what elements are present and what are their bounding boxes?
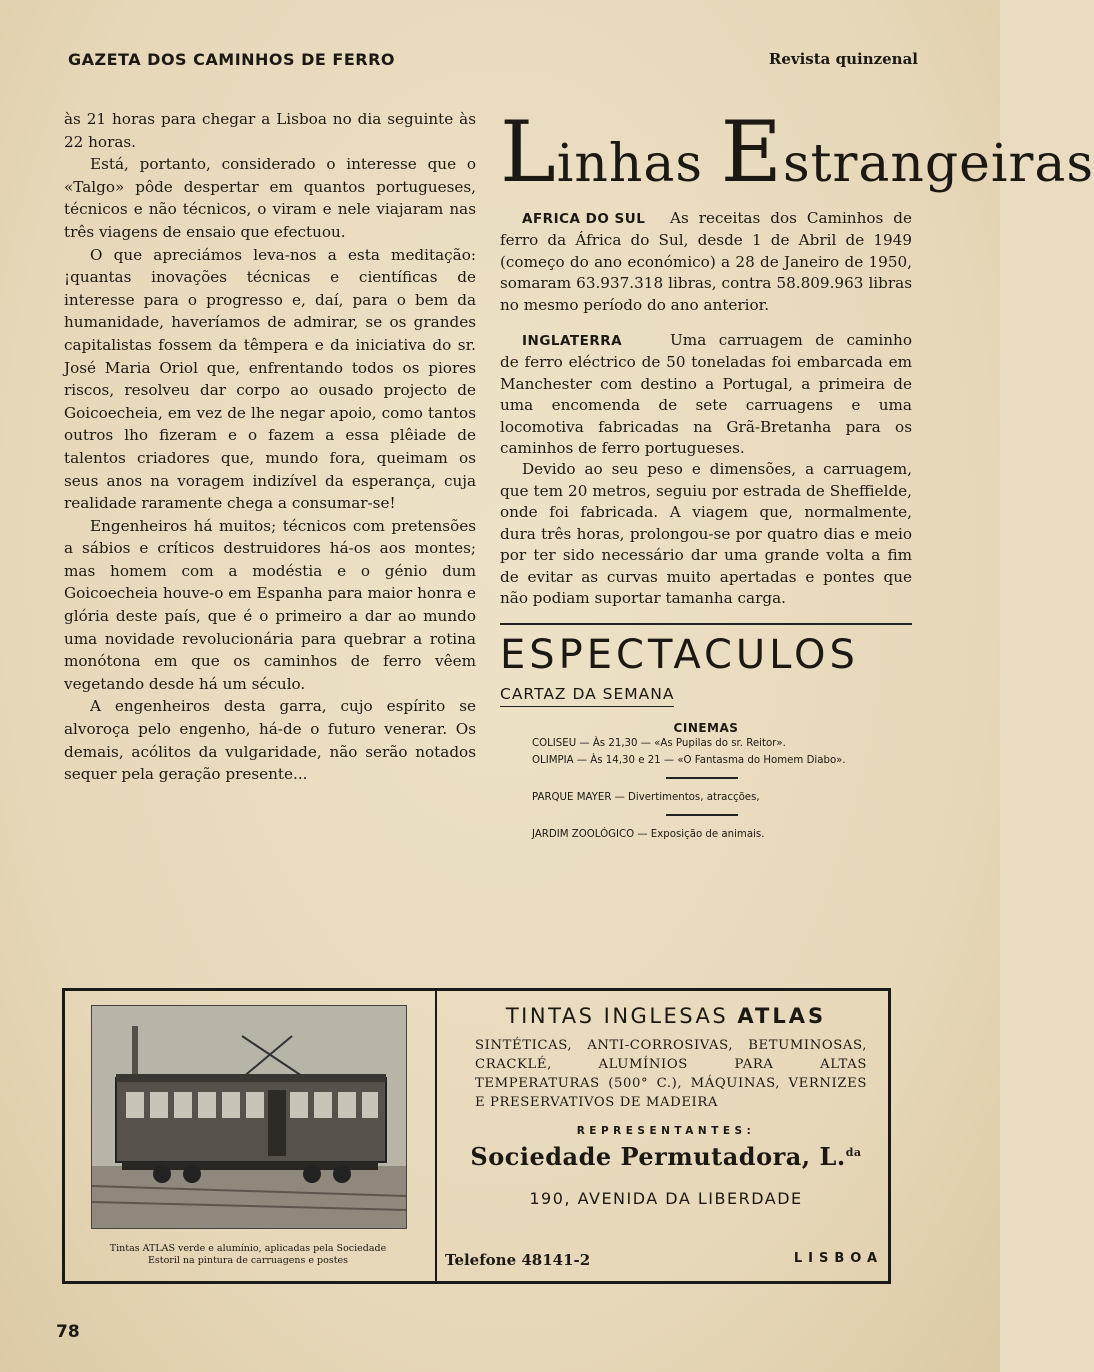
- ad-description: SINTÉTICAS, ANTI-CORROSIVAS, BETUMINOSAS, CRACKLÉ, ALUMÍNIOS PARA ALTAS TEMPERATURAS (500° C.), MÁQUINAS, VERNIZES E PRESERVATIVOS DE MADEIRA: [475, 1038, 867, 1110]
- section-title-linhas-estrangeiras: Linhas Estrangeiras: [500, 103, 1094, 201]
- listing-coliseu: COLISEU — Às 21,30 — «As Pupilas do sr. Reitor».: [532, 738, 786, 750]
- news-text: Uma carruagem de caminho de ferro eléctrico de 50 toneladas foi embarcada em Manchester com destino a Portugal, a primeira de uma encomenda de sete carruagens e uma locomotiva fabricadas na Grã-Bretanha para os caminhos de ferro portugueses.: [500, 331, 912, 458]
- ad-company: Sociedade Permutadora, L.$^{da}$: [470, 1142, 862, 1171]
- journal-frequency: Revista quinzenal: [768, 50, 918, 68]
- ad-text-panel: [435, 991, 895, 1281]
- advertisement: [62, 988, 891, 1284]
- tram-photo: [91, 1005, 407, 1229]
- ad-address: 190, AVENIDA DA LIBERDADE: [529, 1189, 803, 1208]
- section-subtitle: CARTAZ DA SEMANA: [500, 685, 674, 707]
- tram-illustration: [92, 1006, 406, 1228]
- listing-parque-mayer: PARQUE MAYER — Divertimentos, atracções,: [532, 792, 760, 804]
- page-number: 78: [56, 1322, 80, 1342]
- news-item-inglaterra: [500, 330, 912, 609]
- news-text: Devido ao seu peso e dimensões, a carruagem, que tem 20 metros, seguiu por estrada de Sheffielde, onde foi fabricada. A viagem que, normalmente, dura três horas, prolongou-se por quatro dias e meio por ter sido necessário dar uma grande volta a fim de evitar as curvas muito apertadas e pontes que não podiam suportar tamanha carga.: [500, 460, 912, 607]
- divider: [666, 777, 738, 779]
- country-label: INGLATERRA: [522, 333, 623, 350]
- section-title-espectaculos: ESPECTACULOS: [500, 632, 859, 679]
- cinemas-heading: CINEMAS: [673, 721, 739, 736]
- listing-olimpia: OLIMPIA — Às 14,30 e 21 — «O Fantasma do Homem Diabo».: [532, 755, 846, 767]
- photo-caption: Tintas ATLAS verde e alumínio, aplicadas pela Sociedade Estoril na pintura de carruagens e postes: [109, 1243, 387, 1266]
- paragraph: O que apreciámos leva-nos a esta meditação: ¡quantas inovações técnicas e científicas de interesse para o progresso e, daí, para o bem da humanidade, haveríamos de admirar, se os grandes capitalistas fossem da têmpera e da iniciativa do sr. José Maria Oriol que, enfrentando todos os piores riscos, resolveu dar corpo ao ousado projecto de Goicoecheia, em vez de lhe negar apoio, como tantos outros lho fizeram e o fazem a essa plêiade de talentos criadores que, mundo fora, queimam os seus anos na voragem indizível da esperança, cuja realidade raramente chega a consumar-se!: [64, 245, 476, 513]
- news-item-africa: [500, 208, 912, 316]
- paragraph: Engenheiros há muitos; técnicos com pretensões a sábios e críticos destruidores há-os aos montes; mas homem com a modéstia e o génio dum Goicoecheia houve-o em Espanha para maior honra e glória deste país, que é o primeiro a dar ao mundo uma novidade revolucionária para quebrar a rotina monótona em que os caminhos de ferro vêem vegetando desde há um século.: [64, 516, 476, 693]
- country-label: AFRICA DO SUL: [522, 211, 646, 227]
- divider: [500, 623, 912, 625]
- news-text: As receitas dos Caminhos de ferro da África do Sul, desde 1 de Abril de 1949 (começo do ano económico) a 28 de Janeiro de 1950, somaram 63.937.318 libras, contra 58.809.963 libras no mesmo período do ano anterior.: [500, 209, 912, 314]
- paragraph: Está, portanto, considerado o interesse que o «Talgo» pôde despertar em quantos portugueses, técnicos e não técnicos, o viram e nele viajaram nas três viagens de ensaio que efectuou.: [64, 155, 476, 241]
- paragraph: às 21 horas para chegar a Lisboa no dia seguinte às 22 horas.: [64, 110, 476, 151]
- paragraph: A engenheiros desta garra, cujo espírito se alvoroça pelo engenho, há-de o futuro venerar. Os demais, acólitos da vulgaridade, não serão notados sequer pela geração presente...: [64, 697, 476, 784]
- article-continuation: [64, 108, 476, 786]
- journal-title: GAZETA DOS CAMINHOS DE FERRO: [68, 50, 396, 69]
- listing-jardim-zoologico: JARDIM ZOOLÓGICO — Exposição de animais.: [532, 829, 765, 841]
- ad-contact: [445, 1251, 883, 1269]
- right-column: [500, 103, 1094, 843]
- ad-title: TINTAS INGLESAS ATLAS: [505, 1004, 827, 1028]
- divider: [666, 814, 738, 816]
- ad-representantes: REPRESENTANTES:: [576, 1125, 756, 1137]
- ad-phone: Telefone 48141-2: [445, 1251, 591, 1269]
- ad-city: LISBOA: [793, 1251, 883, 1266]
